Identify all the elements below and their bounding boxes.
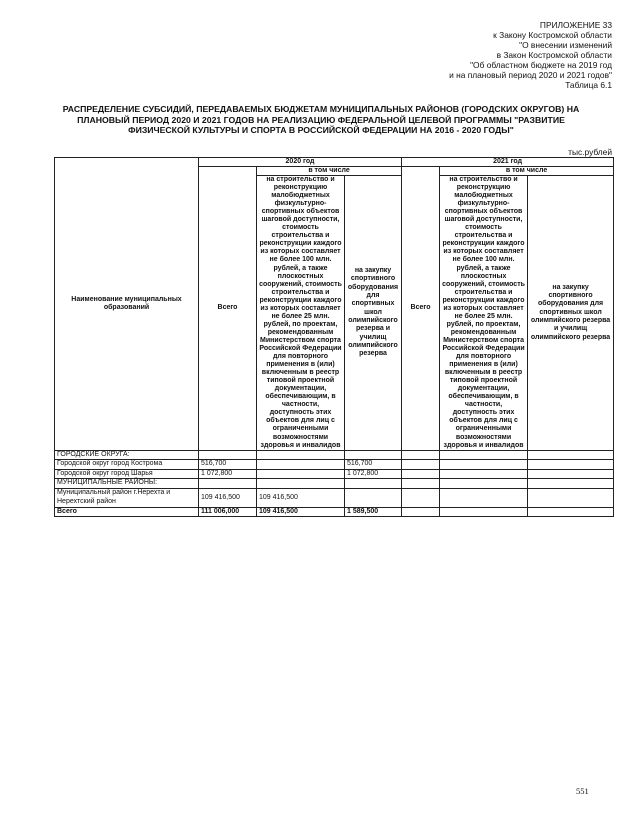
cell-construction-2021 [440, 460, 528, 470]
table-number: Таблица 6.1 [565, 80, 612, 90]
appendix-line-1: к Закону Костромской области [493, 30, 612, 40]
cell-construction-2020 [257, 479, 345, 489]
cell-equipment-2020 [345, 450, 402, 460]
col-header-name: Наименование муниципальных образований [55, 158, 199, 451]
cell-total-2020 [199, 450, 257, 460]
col-header-construction-2021: на строительство и реконструкцию малобюджетных физкультурно-спортивных объектов шаговой доступности, стоимость строительства и реконструкции каждого из которых составляет не более 100 млн. рублей, а также плоскостных сооружений, стоимость строительства и реконструкции каждого из которых составляет не более 25 млн. рублей, по проектам, рекомендованным Министерством спорта Российской Федерации для повторного применения в (или) включенным в реестр типовой проектной документации, обеспечивающим, в частности, доступность этих объектов для лиц с ограниченными возможностями здоровья и инвалидов [440, 176, 528, 451]
appendix-line-4: "Об областном бюджете на 2019 год [470, 60, 612, 70]
cell-construction-2020: 109 416,500 [257, 488, 345, 507]
cell-construction-2021 [440, 450, 528, 460]
cell-construction-2020 [257, 450, 345, 460]
cell-equipment-2021 [528, 450, 614, 460]
cell-equipment-2021 [528, 488, 614, 507]
cell-total-2021 [402, 507, 440, 517]
cell-construction-2021 [440, 479, 528, 489]
cell-equipment-2020 [345, 479, 402, 489]
cell-total-2020 [199, 479, 257, 489]
cell-total-2021 [402, 488, 440, 507]
subsidy-table [54, 157, 614, 517]
appendix-header [449, 20, 612, 90]
cell-equipment-2021 [528, 469, 614, 479]
cell-equipment-2021 [528, 479, 614, 489]
appendix-line-5: и на плановый период 2020 и 2021 годов" [449, 70, 612, 80]
document-title: РАСПРЕДЕЛЕНИЕ СУБСИДИЙ, ПЕРЕДАВАЕМЫХ БЮДЖЕТАМ МУНИЦИПАЛЬНЫХ РАЙОНОВ (ГОРОДСКИХ ОКРУГОВ) НА ПЛАНОВЫЙ ПЕРИОД 2020 И 2021 ГОДОВ НА РЕАЛИЗАЦИЮ ФЕДЕРАЛЬНОЙ ЦЕЛЕВОЙ ПРОГРАММЫ "РАЗВИТИЕ ФИЗИЧЕСКОЙ КУЛЬТУРЫ И СПОРТА В РОССИЙСКОЙ ФЕДЕРАЦИИ НА 2016 - 2020 ГОДЫ" [62, 104, 580, 135]
appendix-line-2: "О внесении изменений [519, 40, 612, 50]
row-name: Всего [55, 507, 199, 517]
row-name: МУНИЦИПАЛЬНЫЕ РАЙОНЫ: [55, 479, 199, 489]
units-label: тыс.рублей [568, 147, 612, 157]
cell-construction-2020: 109 416,500 [257, 507, 345, 517]
col-header-equipment-2020: на закупку спортивного оборудования для спортивных школ олимпийского резерва и училищ олимпийского резерва [345, 176, 402, 451]
appendix-label: ПРИЛОЖЕНИЕ 33 [539, 20, 612, 30]
cell-total-2021 [402, 450, 440, 460]
cell-equipment-2020: 1 072,800 [345, 469, 402, 479]
row-name: ГОРОДСКИЕ ОКРУГА: [55, 450, 199, 460]
cell-equipment-2021 [528, 460, 614, 470]
table-row-total [55, 507, 614, 517]
col-header-total-2020: Всего [199, 167, 257, 451]
row-name: Муниципальный район г.Нерехта и Нерехтский район [55, 488, 199, 507]
cell-construction-2020 [257, 469, 345, 479]
cell-equipment-2020: 1 589,500 [345, 507, 402, 517]
table-row [55, 450, 614, 460]
appendix-line-3: в Закон Костромской области [496, 50, 612, 60]
col-header-2020: 2020 год [199, 158, 402, 167]
cell-construction-2021 [440, 507, 528, 517]
cell-total-2020: 1 072,800 [199, 469, 257, 479]
table-row [55, 479, 614, 489]
col-header-total-2021: Всего [402, 167, 440, 451]
cell-construction-2021 [440, 488, 528, 507]
table-row [55, 469, 614, 479]
table-row [55, 488, 614, 507]
col-header-construction-2020: на строительство и реконструкцию малобюджетных физкультурно-спортивных объектов шаговой доступности, стоимость строительства и реконструкции каждого из которых составляет не более 100 млн. рублей, а также плоскостных сооружений, стоимость строительства и реконструкции каждого из которых составляет не более 25 млн. рублей, по проектам, рекомендованным Министерством спорта Российской Федерации для повторного применения в (или) включенным в реестр типовой проектной документации, обеспечивающим, в частности, доступность этих объектов для лиц с ограниченными возможностями здоровья и инвалидов [257, 176, 345, 451]
cell-total-2021 [402, 469, 440, 479]
cell-total-2020: 109 416,500 [199, 488, 257, 507]
cell-total-2021 [402, 460, 440, 470]
col-header-equipment-2021: на закупку спортивного оборудования для спортивных школ олимпийского резерва и училищ олимпийского резерва [528, 176, 614, 451]
row-name: Городской округ город Кострома [55, 460, 199, 470]
row-name: Городской округ город Шарья [55, 469, 199, 479]
cell-construction-2021 [440, 469, 528, 479]
cell-total-2021 [402, 479, 440, 489]
col-header-incl-2020: в том числе [257, 167, 402, 176]
col-header-incl-2021: в том числе [440, 167, 614, 176]
cell-total-2020: 516,700 [199, 460, 257, 470]
cell-equipment-2020 [345, 488, 402, 507]
cell-equipment-2021 [528, 507, 614, 517]
page-number: 551 [576, 786, 589, 796]
table-row [55, 460, 614, 470]
cell-construction-2020 [257, 460, 345, 470]
cell-total-2020: 111 006,000 [199, 507, 257, 517]
cell-equipment-2020: 516,700 [345, 460, 402, 470]
col-header-2021: 2021 год [402, 158, 614, 167]
